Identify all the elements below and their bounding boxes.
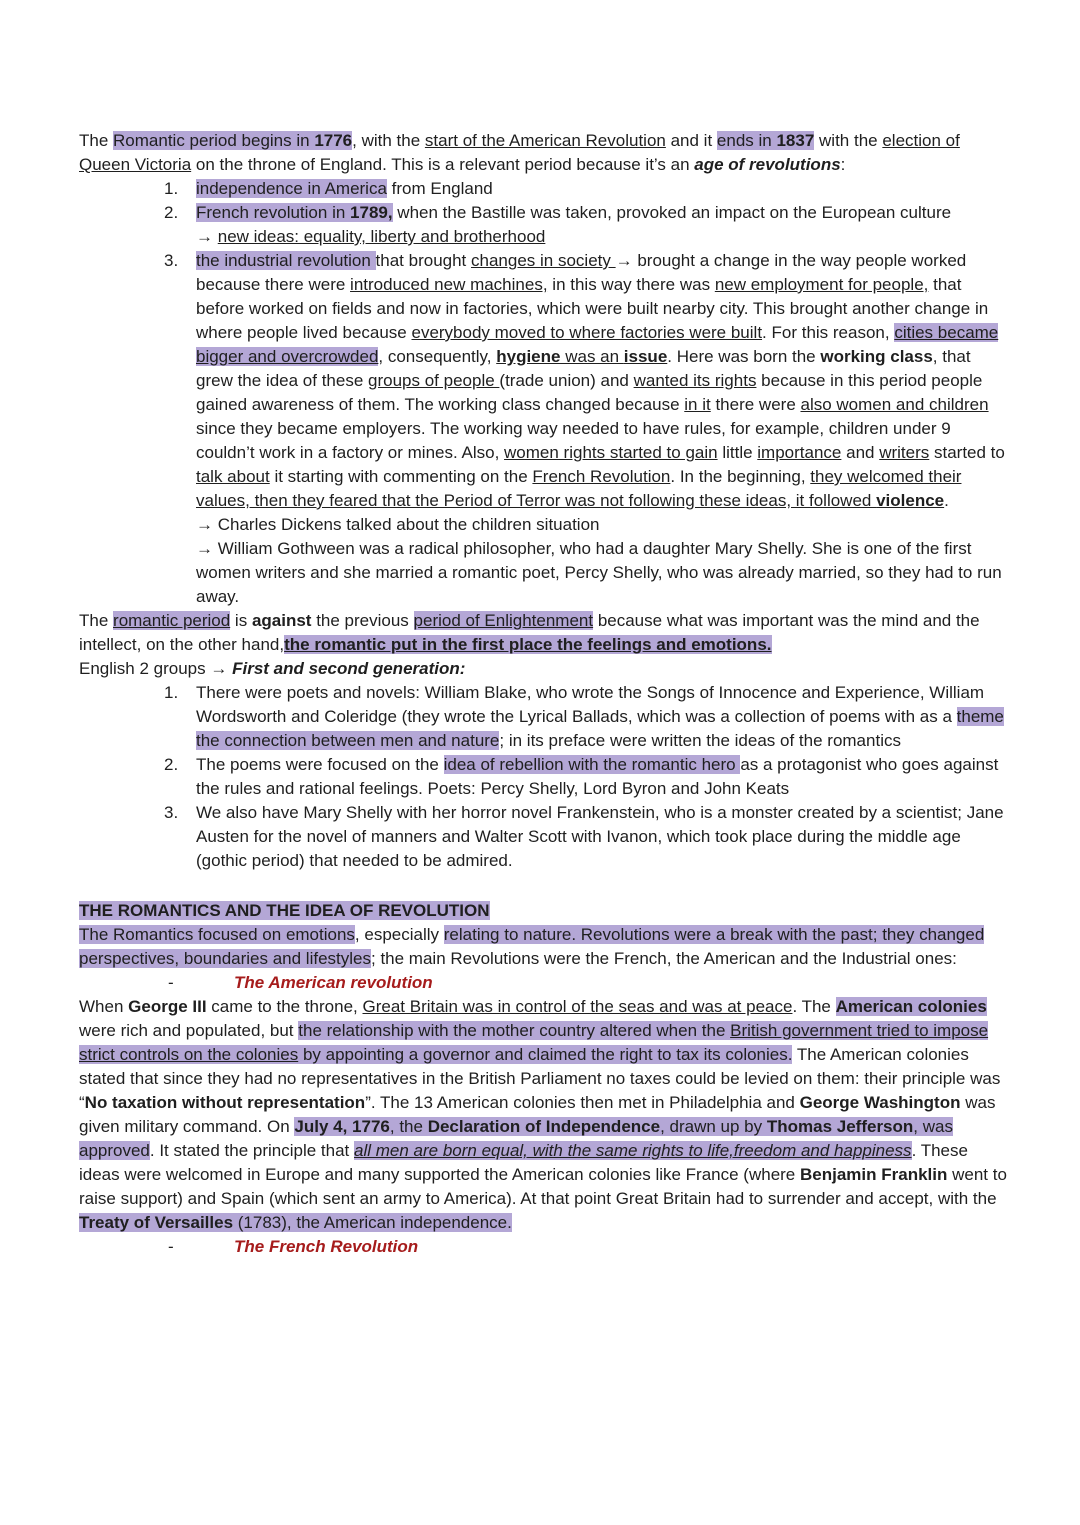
list-item: 3. We also have Mary Shelly with her horror novel Frankenstein, who is a monster created by a scientist; Jane Austen for the novel of manners and Walter Scott with Ivanon, which took place during the middle age (gothic period) that needed to be admired.: [164, 803, 1004, 870]
highlight: American colonies: [835, 997, 987, 1016]
underline: new ideas: equality, liberty and brotherhood: [217, 227, 546, 246]
highlight: theme the connection between men and nature: [196, 707, 1004, 750]
highlight: romantic period: [113, 611, 231, 630]
list-item: 2. The poems were focused on the idea of rebellion with the romantic hero as a protagonist who goes against the rules and rational feelings. Poets: Percy Shelly, Lord Byron and John Keats: [164, 755, 999, 798]
generations-list: [79, 681, 1009, 873]
text: The: [79, 131, 114, 150]
french-revolution-title: - The French Revolution: [168, 1237, 419, 1256]
highlight: idea of rebellion with the romantic hero: [443, 755, 741, 774]
highlight: July 4, 1776, the Declaration of Independence, drawn up by Thomas Jefferson, was approved: [79, 1117, 953, 1160]
highlight: The Romantics focused on emotions: [79, 925, 355, 944]
american-paragraph: When George III came to the throne, Great Britain was in control of the seas and was at peace. The American colonies were rich and populated, but the relationship with the mother country altered when the British government tried to impose strict controls on the colonies by appointing a governor and claimed the right to tax its colonies. The American colonies stated that since they had no representatives in the British Parliament no taxes could be levied on them: their principle was “No taxation without representation”. The 13 American colonies then met in Philadelphia and George Washington was given military command. On July 4, 1776, the Declaration of Independence, drawn up by Thomas Jefferson, was approved. It stated the principle that all men are born equal, with the same rights to life,freedom and happiness. These ideas were welcomed in Europe and many supported the American colonies like France (where Benjamin Franklin went to raise support) and Spain (which sent an army to America). At that point Great Britain had to surrender and accept, with the Treaty of Versailles (1783), the American independence.: [79, 997, 1007, 1232]
text: on the throne of England. This is a relevant period because it’s an: [191, 155, 695, 174]
underline: election of Queen Victoria: [79, 131, 960, 174]
highlight: cities became bigger and overcrowded: [196, 323, 999, 366]
highlight: Romantic period begins in 1776: [113, 131, 353, 150]
list-item: 2. French revolution in 1789, when the Bastille was taken, provoked an impact on the European culture → new ideas: equality, liberty and brotherhood: [164, 203, 952, 246]
american-revolution-title: - The American revolution: [168, 973, 433, 992]
document-page: [79, 129, 1009, 1259]
section-heading: THE ROMANTICS AND THE IDEA OF REVOLUTION: [79, 901, 490, 920]
highlight: relating to nature. Revolutions were a break with the past; they changed perspectives, boundaries and lifestyles: [79, 925, 985, 968]
highlight: independence in America: [196, 179, 387, 198]
section-intro: The Romantics focused on emotions, especially relating to nature. Revolutions were a break with the past; they changed perspectives, boundaries and lifestyles; the main Revolutions were the French, the American and the Industrial ones:: [79, 925, 985, 968]
highlight: French revolution in 1789,: [196, 203, 393, 222]
against-paragraph: The romantic period is against the previous period of Enlightenment because what was important was the mind and the intellect, on the other hand,the romantic put in the first place the feelings and emotions.: [79, 611, 980, 654]
list-item: 1. There were poets and novels: William Blake, who wrote the Songs of Innocence and Experience, William Wordsworth and Coleridge (they wrote the Lyrical Ballads, which was a collection of poems with as a theme the connection between men and nature; in its preface were written the ideas of the romantics: [164, 683, 1004, 750]
text: with the: [814, 131, 883, 150]
underline: start of the American Revolution: [424, 131, 666, 150]
highlight: ends in 1837: [716, 131, 815, 150]
highlight: the romantic put in the first place the feelings and emotions.: [284, 635, 772, 654]
highlight: all men are born equal, with the same rights to life,freedom and happiness: [354, 1141, 912, 1160]
dickens-note: → Charles Dickens talked about the children situation: [196, 515, 600, 534]
list-item: 3. the industrial revolution that brought changes in society → brought a change in the way people worked because there were introduced new machines, in this way there was new employment for people, that before worked on fields and now in factories, which were built nearby city. This brought another change in where people lived because everybody moved to where factories were built. For this reason, cities became bigger and overcrowded, consequently, hygiene was an issue. Here was born the working class, that grew the idea of these groups of people (trade union) and wanted its rights because in this period people gained awareness of them. The working class changed because in it there were also women and children since they became employers. The working way needed to have rules, for example, children under 9 couldn’t work in a factory or mines. Also, women rights started to gain little importance and writers started to talk about it starting with commenting on the French Revolution. In the beginning, they welcomed their values, then they feared that the Period of Terror was not following these ideas, it followed violence.: [164, 251, 1005, 510]
emphasis: age of revolutions: [694, 155, 841, 174]
text: , with the: [352, 131, 425, 150]
highlight: the industrial revolution: [196, 251, 376, 270]
intro-paragraph: The Romantic period begins in 1776, with the start of the American Revolution and it ends in 1837 with the election of Queen Victoria on the throne of England. This is a relevant period because it’s an age of revolutions:: [79, 131, 960, 174]
highlight: period of Enlightenment: [413, 611, 594, 630]
highlight: Treaty of Versailles (1783), the American independence.: [79, 1213, 512, 1232]
list-item: 1. independence in America from England: [164, 179, 493, 198]
gothween-note: → William Gothween was a radical philosopher, who had a daughter Mary Shelly. She is one of the first women writers and she married a romantic poet, Percy Shelly, who was already married, so they had to run away.: [196, 539, 1002, 606]
text: and it: [665, 131, 717, 150]
groups-line: English 2 groups → First and second generation:: [79, 659, 466, 678]
highlight: the relationship with the mother country altered when the British government tried to impose strict controls on the colonies by appointing a governor and claimed the right to tax its colonies.: [79, 1021, 989, 1064]
revolutions-list: [79, 177, 1009, 513]
